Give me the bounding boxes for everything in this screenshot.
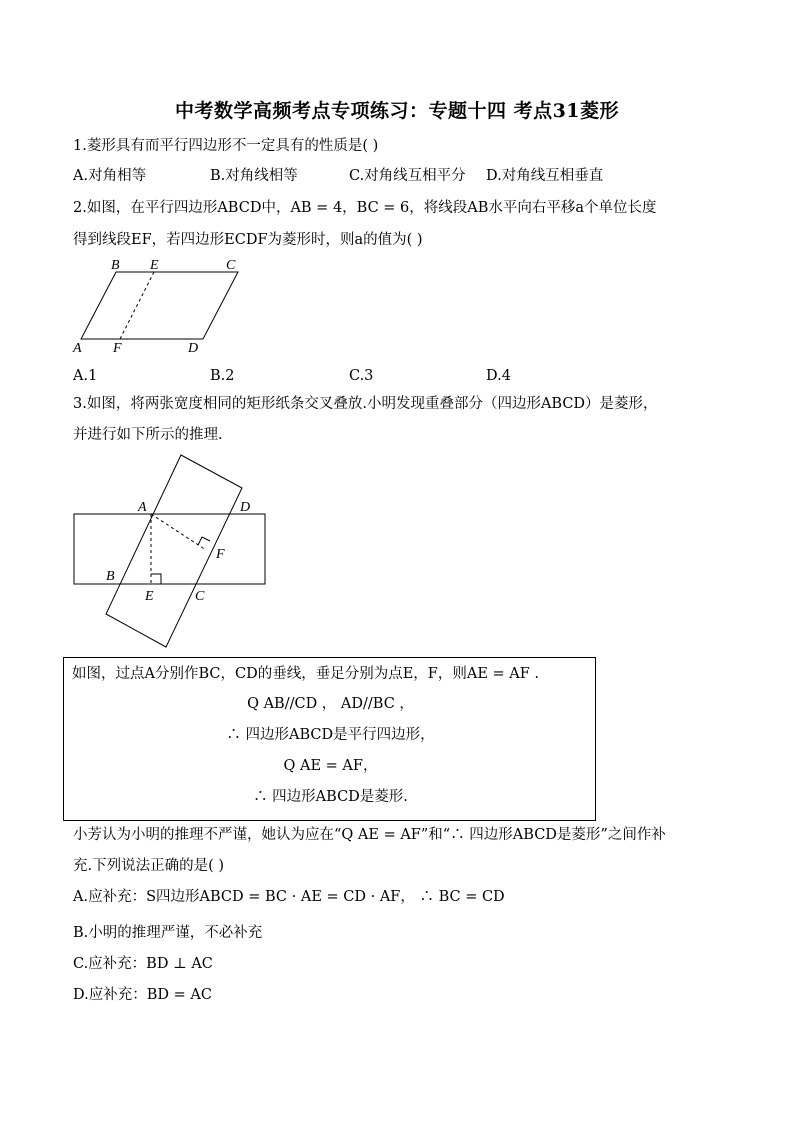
label-e: E bbox=[150, 258, 159, 273]
q2-option-b: B.2 bbox=[210, 368, 235, 384]
right-angle-mark-f bbox=[198, 537, 210, 545]
parallelogram-abcd bbox=[81, 272, 238, 339]
reasoning-line-5: ∴ 四边形ABCD是菱形. bbox=[253, 789, 408, 805]
q1-stem: 1.菱形具有而平行四边形不一定具有的性质是( ) bbox=[73, 138, 379, 154]
right-angle-mark-e bbox=[151, 574, 161, 584]
label-d: D bbox=[240, 500, 251, 515]
q3-option-d: D.应补充：BD = AC bbox=[73, 987, 212, 1003]
q3-option-b: B.小明的推理严谨，不必补充 bbox=[73, 925, 263, 941]
q2-stem-line2: 得到线段EF，若四边形ECDF为菱形时，则a的值为( ) bbox=[73, 232, 423, 248]
label-f: F bbox=[113, 341, 122, 356]
reasoning-line-2: Q AB//CD ， AD//BC ， bbox=[247, 696, 414, 712]
horizontal-strip bbox=[74, 514, 265, 584]
q2-parallelogram-figure bbox=[68, 255, 258, 357]
q3-follow-line2: 充.下列说法正确的是( ) bbox=[73, 858, 225, 874]
q3-crossed-strips-figure bbox=[70, 450, 280, 650]
q3-option-a: A.应补充：S四边形ABCD = BC · AE = CD · AF， ∴ BC = CD bbox=[73, 889, 505, 905]
page-title: 中考数学高频考点专项练习：专题十四 考点31菱形 bbox=[174, 100, 620, 122]
label-f: F bbox=[216, 547, 225, 562]
q1-option-b: B.对角线相等 bbox=[210, 168, 298, 184]
reasoning-box bbox=[63, 657, 596, 821]
q3-stem-line1: 3.如图，将两张宽度相同的矩形纸条交叉叠放.小明发现重叠部分（四边形ABCD）是菱形， bbox=[73, 396, 658, 412]
label-b: B bbox=[106, 569, 115, 584]
label-a: A bbox=[73, 341, 82, 356]
reasoning-line-1: 如图，过点A分别作BC，CD的垂线，垂足分别为点E，F，则AE = AF . bbox=[72, 666, 540, 682]
q1-option-a: A.对角相等 bbox=[73, 168, 147, 184]
label-b: B bbox=[111, 258, 120, 273]
q2-option-d: D.4 bbox=[486, 368, 511, 384]
reasoning-line-4: Q AE = AF， bbox=[283, 758, 378, 774]
q1-option-d: D.对角线互相垂直 bbox=[486, 168, 604, 184]
q3-follow-line1: 小芳认为小明的推理不严谨，她认为应在“Q AE = AF”和“∴ 四边形ABCD是菱形”之间作补 bbox=[73, 827, 666, 843]
q1-option-c: C.对角线互相平分 bbox=[349, 168, 466, 184]
q3-option-c: C.应补充：BD ⊥ AC bbox=[73, 956, 213, 972]
q2-stem-line1: 2.如图，在平行四边形ABCD中，AB = 4，BC = 6，将线段AB水平向右平移a个单位长度 bbox=[73, 200, 657, 216]
label-d: D bbox=[188, 341, 199, 356]
q3-stem-line2: 并进行如下所示的推理. bbox=[73, 427, 223, 443]
dashed-segment-ef bbox=[120, 272, 154, 339]
label-a: A bbox=[138, 500, 147, 515]
label-c: C bbox=[195, 589, 205, 604]
label-e: E bbox=[145, 589, 154, 604]
label-c: C bbox=[226, 258, 236, 273]
q2-option-a: A.1 bbox=[73, 368, 98, 384]
q2-option-c: C.3 bbox=[349, 368, 374, 384]
reasoning-line-3: ∴ 四边形ABCD是平行四边形， bbox=[226, 727, 435, 743]
